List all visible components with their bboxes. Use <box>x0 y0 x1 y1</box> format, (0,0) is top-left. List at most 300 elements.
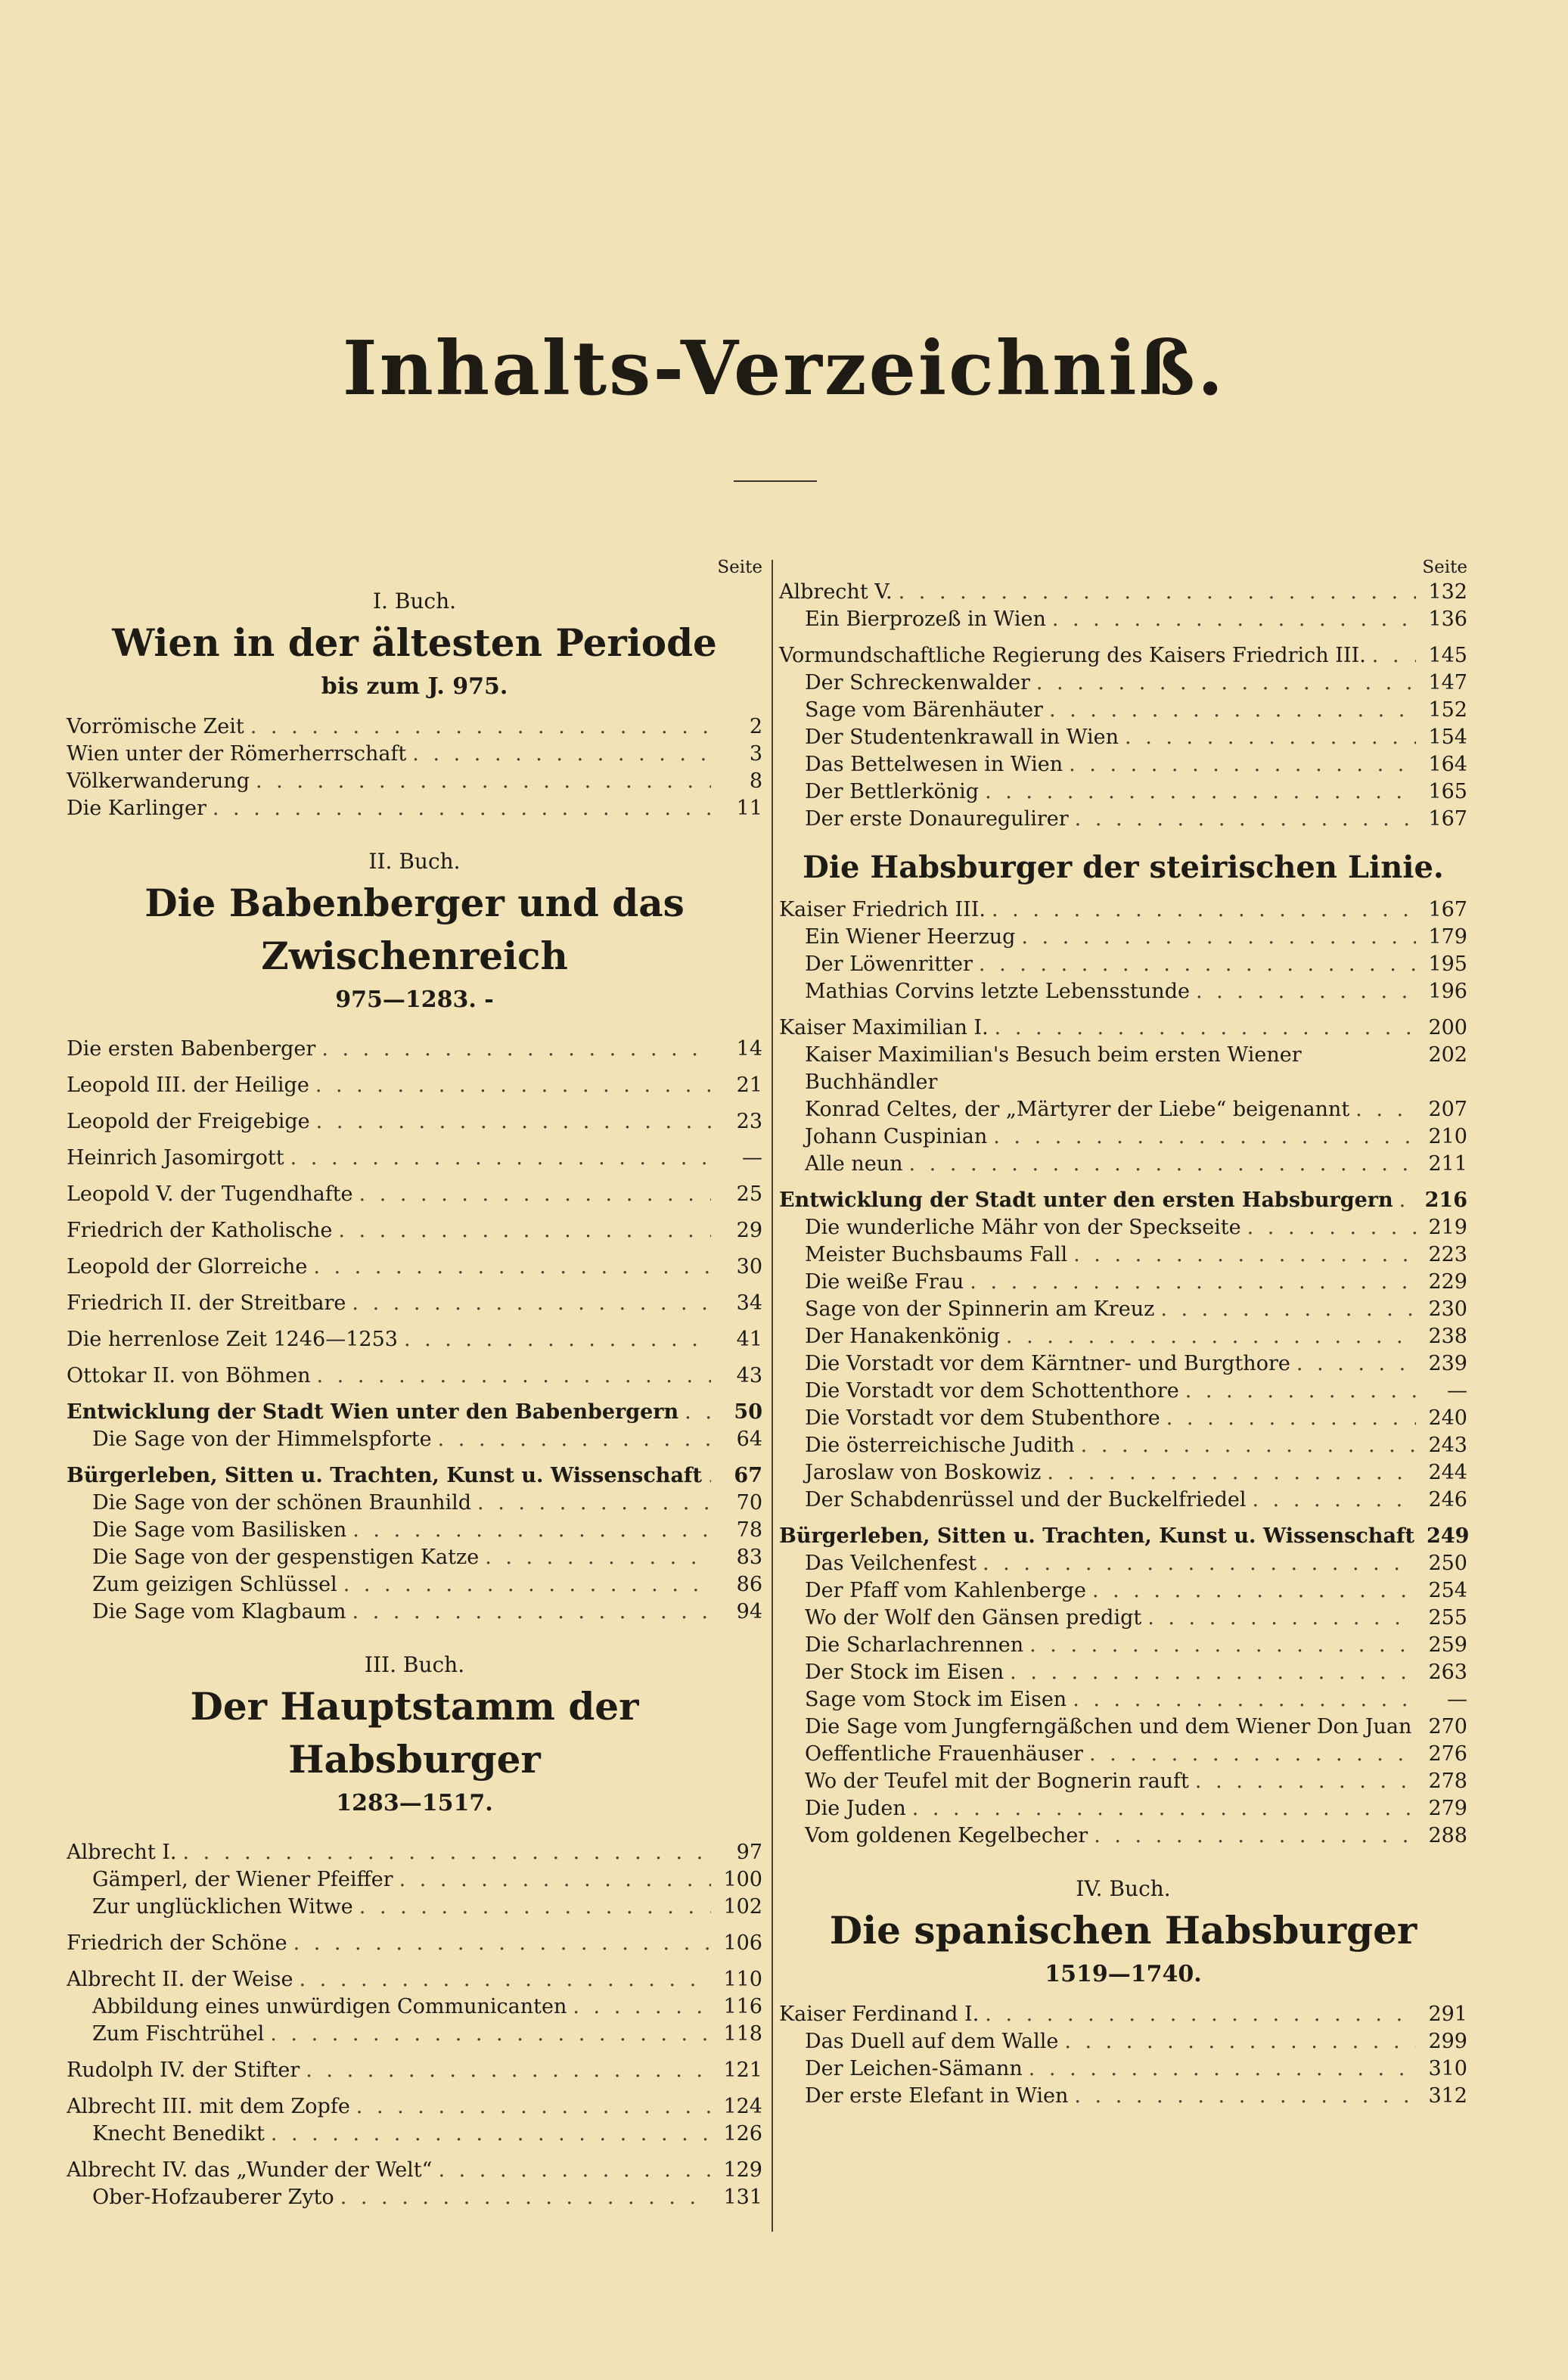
entry-label: Ein Bierprozeß in Wien <box>805 607 1046 631</box>
dot-leader <box>1372 642 1416 670</box>
toc-entry <box>67 1866 762 1894</box>
entry-label: Kaiser Ferdinand I. <box>779 2002 980 2026</box>
entry-page: 216 <box>1424 1188 1467 1212</box>
entry-label: Die weiße Frau <box>805 1270 964 1294</box>
book-number: II. Buch. <box>368 849 461 874</box>
dot-leader <box>1147 1605 1416 1632</box>
entry-label: Friedrich II. der Streitbare <box>67 1291 346 1315</box>
toc-entry <box>779 1323 1467 1350</box>
entry-page: 147 <box>1428 671 1467 694</box>
entry-label: Alle neun <box>805 1152 903 1176</box>
toc-entry <box>67 1362 762 1390</box>
toc-entry <box>67 2184 762 2211</box>
entry-label: Jaroslaw von Boskowiz <box>805 1461 1042 1484</box>
entry-gap <box>67 1957 762 1966</box>
entry-label: Vormundschaftliche Regierung des Kaisers Friedrich III. <box>779 644 1366 667</box>
toc-entry <box>779 2055 1467 2083</box>
entry-gap <box>67 2148 762 2157</box>
entry-page: 106 <box>723 1931 762 1955</box>
entry-page: 244 <box>1428 1461 1467 1484</box>
entry-label: Der Schreckenwalder <box>805 671 1030 694</box>
toc-entry <box>779 1214 1467 1241</box>
toc-entry <box>67 1181 762 1208</box>
dot-leader <box>316 1108 711 1136</box>
toc-entry <box>67 1993 762 2021</box>
entry-page: 131 <box>723 2186 762 2209</box>
toc-entry <box>779 642 1467 670</box>
toc-entry <box>779 697 1467 724</box>
dot-leader <box>293 1930 711 1957</box>
entry-page: 116 <box>723 1995 762 2018</box>
dot-leader <box>1089 1741 1416 1768</box>
entry-page: 78 <box>736 1518 762 1542</box>
entry-page: 50 <box>734 1400 762 1424</box>
toc-entry <box>67 2093 762 2121</box>
entry-label: Die Sage von der Himmelspforte <box>92 1428 432 1451</box>
book-period: 1519—1740. <box>1045 1961 1202 1987</box>
entry-gap <box>67 1027 762 1036</box>
toc-entry <box>779 2028 1467 2055</box>
dot-leader <box>1125 724 1416 751</box>
entry-label: Kaiser Maximilian I. <box>779 1016 989 1039</box>
toc-entry <box>779 1296 1467 1323</box>
dot-leader <box>359 1894 711 1921</box>
dot-leader <box>992 896 1416 924</box>
seite-label: Seite <box>717 558 762 577</box>
entry-page: 126 <box>723 2122 762 2145</box>
book-number: I. Buch. <box>372 589 457 614</box>
dot-leader <box>290 1145 711 1172</box>
dot-leader <box>213 795 711 822</box>
entry-page: 291 <box>1428 2002 1467 2026</box>
entry-page: 254 <box>1428 1579 1467 1602</box>
dot-leader <box>1075 806 1416 833</box>
dot-leader <box>316 1362 711 1390</box>
toc-entry <box>67 2157 762 2184</box>
entry-label: Mathias Corvins letzte Lebensstunde <box>805 980 1190 1003</box>
entry-label: Sage vom Bärenhäuter <box>805 698 1043 722</box>
entry-label: Der Stock im Eisen <box>805 1661 1004 1684</box>
entry-gap <box>67 1099 762 1108</box>
entry-page: 2 <box>749 715 762 738</box>
entry-page: 86 <box>736 1573 762 1596</box>
entry-page: 211 <box>1428 1152 1467 1176</box>
entry-label: Wien unter der Römerherrschaft <box>67 742 407 766</box>
toc-entry <box>67 1145 762 1172</box>
toc-entry <box>779 2083 1467 2110</box>
toc-entry <box>779 1605 1467 1632</box>
toc-entry <box>779 924 1467 951</box>
entry-page: 249 <box>1427 1524 1470 1548</box>
dot-leader <box>1069 751 1416 778</box>
dot-leader <box>438 1426 711 1453</box>
entry-label: Die Sage vom Klagbaum <box>92 1600 346 1623</box>
toc-entry <box>779 1795 1467 1822</box>
dot-leader <box>573 1993 711 2021</box>
entry-page: 276 <box>1428 1742 1467 1766</box>
entry-label: Albrecht V. <box>779 580 893 604</box>
dot-leader <box>1196 978 1416 1005</box>
entry-page: 43 <box>736 1364 762 1387</box>
entry-page: 152 <box>1428 698 1467 722</box>
entry-label: Albrecht II. der Weise <box>67 1968 293 1991</box>
entry-label: Die ersten Babenberger <box>67 1037 316 1061</box>
toc-entry <box>67 1036 762 1063</box>
section-entry <box>67 1399 762 1426</box>
toc-entry <box>67 713 762 741</box>
entry-page: 164 <box>1428 753 1467 776</box>
dot-leader <box>985 2001 1416 2028</box>
entry-label: Abbildung eines unwürdigen Communicanten <box>92 1995 567 2018</box>
dot-leader <box>995 1014 1416 1042</box>
toc-entry <box>779 1432 1467 1459</box>
dot-leader <box>352 1599 711 1626</box>
entry-page: 145 <box>1428 644 1467 667</box>
entry-page: 83 <box>736 1546 762 1569</box>
entry-page: 229 <box>1428 1270 1467 1294</box>
column-divider <box>772 560 773 2232</box>
toc-entry <box>67 1326 762 1353</box>
entry-page: 288 <box>1428 1824 1467 1847</box>
toc-entry <box>67 1894 762 1921</box>
book-number: III. Buch. <box>364 1652 465 1677</box>
left-column <box>67 556 762 2211</box>
dot-leader <box>271 2121 711 2148</box>
dot-leader <box>1166 1405 1416 1432</box>
entry-label: Entwicklung der Stadt unter den ersten Habsburgern <box>779 1188 1393 1212</box>
entry-label: Der erste Donauregulirer <box>805 807 1069 831</box>
book-number: IV. Buch. <box>1076 1876 1171 1901</box>
book-period: 1283—1517. <box>336 1790 493 1816</box>
entry-page: 41 <box>736 1328 762 1351</box>
toc-entry <box>67 2057 762 2084</box>
toc-entry <box>67 1254 762 1281</box>
entry-label: Kaiser Maximilian's Besuch beim ersten Wiener Buchhändler <box>805 1043 1302 1094</box>
dot-leader <box>343 1571 711 1599</box>
right-column <box>779 556 1470 2110</box>
entry-page: — <box>1447 1379 1467 1403</box>
toc-entry <box>779 1822 1467 1850</box>
entry-gap <box>67 1921 762 1930</box>
entry-page: 279 <box>1428 1797 1467 1820</box>
toc-entry <box>779 1042 1467 1096</box>
entry-label: Konrad Celtes, der „Märtyrer der Liebe“ beigenannt <box>805 1098 1350 1121</box>
dot-leader <box>1296 1350 1416 1378</box>
toc-entry <box>779 1241 1467 1269</box>
entry-page: 195 <box>1428 952 1467 976</box>
book-gap <box>67 822 762 839</box>
section-entry <box>779 1187 1467 1214</box>
entry-label: Der Löwenritter <box>805 952 973 976</box>
toc-entry <box>779 1378 1467 1405</box>
entry-label: Der erste Elefant in Wien <box>805 2084 1069 2108</box>
toc-entry <box>779 1487 1467 1514</box>
entry-page: 29 <box>736 1219 762 1242</box>
entry-page: 94 <box>736 1600 762 1623</box>
entry-label: Albrecht III. mit dem Zopfe <box>67 2095 350 2118</box>
entry-page: 270 <box>1428 1715 1467 1738</box>
entry-page: 196 <box>1428 980 1467 1003</box>
section-heading: Die Habsburger der steirischen Linie. <box>803 850 1444 885</box>
toc-entry <box>779 606 1467 633</box>
entry-gap <box>67 1830 762 1839</box>
toc-entry <box>779 1768 1467 1795</box>
entry-gap <box>67 2048 762 2057</box>
entry-page: 121 <box>723 2058 762 2082</box>
entry-page: 129 <box>723 2158 762 2182</box>
dot-leader <box>485 1544 711 1571</box>
entry-page: — <box>1447 1688 1467 1711</box>
entry-label: Die Vorstadt vor dem Kärntner- und Burgthore <box>805 1352 1290 1375</box>
entry-page: 200 <box>1428 1016 1467 1039</box>
entry-label: Vom goldenen Kegelbecher <box>805 1824 1088 1847</box>
toc-entry <box>67 2021 762 2048</box>
toc-entry <box>779 1550 1467 1577</box>
entry-label: Ober-Hofzauberer Zyto <box>92 2186 334 2209</box>
entry-page: 118 <box>723 2022 762 2046</box>
entry-label: Johann Cuspinian <box>805 1125 988 1148</box>
entry-label: Knecht Benedikt <box>92 2122 265 2145</box>
entry-label: Der Studentenkrawall in Wien <box>805 725 1119 749</box>
entry-label: Sage von der Spinnerin am Kreuz <box>805 1297 1155 1321</box>
entry-gap <box>67 1317 762 1326</box>
toc-entry <box>779 1459 1467 1487</box>
dot-leader <box>356 2093 711 2121</box>
entry-label: Die Scharlachrennen <box>805 1633 1024 1657</box>
section-entry <box>67 1462 762 1490</box>
toc-entry <box>779 670 1467 697</box>
toc-entry <box>779 1014 1467 1042</box>
dot-leader <box>908 1151 1416 1178</box>
entry-label: Bürgerleben, Sitten u. Trachten, Kunst u. Wissenschaft <box>67 1464 703 1487</box>
dot-leader <box>1399 1187 1416 1214</box>
entry-page: 97 <box>736 1841 762 1864</box>
book-gap <box>779 1850 1467 1866</box>
entry-page: 255 <box>1428 1606 1467 1630</box>
toc-entry <box>779 751 1467 778</box>
dot-leader <box>985 778 1416 806</box>
entry-label: Das Bettelwesen in Wien <box>805 753 1063 776</box>
toc-entry <box>67 795 762 822</box>
entry-page: 278 <box>1428 1769 1467 1793</box>
dot-leader <box>1355 1096 1416 1123</box>
entry-page: 223 <box>1428 1243 1467 1266</box>
entry-page: 246 <box>1428 1488 1467 1512</box>
toc-entry <box>779 978 1467 1005</box>
entry-gap <box>67 1353 762 1362</box>
dot-leader <box>477 1490 711 1517</box>
entry-label: Oeffentliche Frauenhäuser <box>805 1742 1083 1766</box>
entry-page: 299 <box>1428 2030 1467 2053</box>
entry-label: Die Sage von der gespenstigen Katze <box>92 1546 480 1569</box>
entry-page: 64 <box>736 1428 762 1451</box>
toc-entry <box>779 1096 1467 1123</box>
entry-page: 219 <box>1428 1216 1467 1239</box>
toc-entry <box>67 2121 762 2148</box>
dot-leader <box>1185 1378 1416 1405</box>
dot-leader <box>1029 2055 1416 2083</box>
dot-leader <box>1010 1659 1416 1686</box>
entry-gap <box>67 1172 762 1181</box>
toc-entry <box>779 724 1467 751</box>
entry-label: Wo der Wolf den Gänsen predigt <box>805 1606 1142 1630</box>
entry-page: 14 <box>736 1037 762 1061</box>
entry-page: 23 <box>736 1110 762 1133</box>
entry-label: Die Sage von der schönen Braunhild <box>92 1491 472 1515</box>
toc-entry <box>779 579 1467 606</box>
book-gap <box>67 1626 762 1642</box>
entry-label: Wo der Teufel mit der Bognerin rauft <box>805 1769 1189 1793</box>
entry-page: 165 <box>1428 780 1467 803</box>
entry-gap <box>67 1390 762 1399</box>
dot-leader <box>1092 1577 1416 1605</box>
entry-label: Die herrenlose Zeit 1246—1253 <box>67 1328 398 1351</box>
entry-gap <box>67 2084 762 2093</box>
toc-entry <box>67 741 762 768</box>
entry-label: Zur unglücklichen Witwe <box>92 1895 353 1919</box>
dot-leader <box>412 741 711 768</box>
dot-leader <box>1021 924 1416 951</box>
entry-label: Die österreichische Judith <box>805 1434 1075 1457</box>
toc-entry <box>67 1930 762 1957</box>
section-entry <box>779 1523 1470 1550</box>
dot-leader <box>899 579 1416 606</box>
dot-leader <box>1081 1432 1416 1459</box>
toc-entry <box>779 1577 1467 1605</box>
book-title: Der Hauptstamm der Habsburger <box>190 1684 639 1782</box>
entry-page: 179 <box>1428 925 1467 949</box>
entry-page: 124 <box>723 2095 762 2118</box>
entry-gap <box>779 1514 1467 1523</box>
entry-page: 21 <box>736 1073 762 1097</box>
entry-page: 110 <box>723 1968 762 1991</box>
dot-leader <box>404 1326 711 1353</box>
entry-label: Ein Wiener Heerzug <box>805 925 1016 949</box>
entry-page: 25 <box>736 1182 762 1206</box>
entry-page: 263 <box>1428 1661 1467 1684</box>
entry-page: 70 <box>736 1491 762 1515</box>
dot-leader <box>993 1123 1416 1151</box>
entry-label: Zum geizigen Schlüssel <box>92 1573 337 1596</box>
entry-label: Leopold der Glorreiche <box>67 1255 308 1279</box>
toc-entry <box>67 1966 762 1993</box>
entry-page: 239 <box>1428 1352 1467 1375</box>
dot-leader <box>1073 1241 1416 1269</box>
entry-label: Rudolph IV. der Stifter <box>67 2058 300 2082</box>
dot-leader <box>1094 1822 1416 1850</box>
entry-label: Der Hanakenkönig <box>805 1325 1000 1348</box>
entry-label: Leopold der Freigebige <box>67 1110 310 1133</box>
toc-entry <box>67 1217 762 1244</box>
dot-leader <box>983 1550 1416 1577</box>
toc-entry <box>779 1350 1467 1378</box>
entry-page: 250 <box>1428 1552 1467 1575</box>
entry-gap <box>779 633 1467 642</box>
entry-gap <box>67 1281 762 1290</box>
toc-entry <box>67 1839 762 1866</box>
dot-leader <box>256 768 711 795</box>
dot-leader <box>970 1269 1416 1296</box>
toc-entry <box>779 1151 1467 1178</box>
toc-entry <box>779 1714 1467 1741</box>
entry-label: Vorrömische Zeit <box>67 715 244 738</box>
entry-label: Friedrich der Schöne <box>67 1931 287 1955</box>
entry-page: 11 <box>736 797 762 820</box>
dot-leader <box>300 1966 712 1993</box>
entry-label: Meister Buchsbaums Fall <box>805 1243 1068 1266</box>
entry-page: 67 <box>734 1464 762 1487</box>
book-period: 975—1283. - <box>335 986 494 1013</box>
dot-leader <box>250 713 711 741</box>
entry-label: Die Juden <box>805 1797 906 1820</box>
entry-page: 102 <box>723 1895 762 1919</box>
toc-entry <box>67 768 762 795</box>
entry-label: Albrecht IV. das „Wunder der Welt“ <box>67 2158 433 2182</box>
entry-label: Das Duell auf dem Walle <box>805 2030 1059 2053</box>
toc-entry <box>779 1632 1467 1659</box>
entry-label: Der Leichen-Sämann <box>805 2057 1023 2080</box>
entry-label: Das Veilchenfest <box>805 1552 977 1575</box>
entry-page: 312 <box>1428 2084 1467 2108</box>
entry-page: 8 <box>749 769 762 793</box>
entry-label: Ottokar II. von Böhmen <box>67 1364 311 1387</box>
dot-leader <box>912 1795 1416 1822</box>
dot-leader <box>313 1254 711 1281</box>
entry-label: Völkerwanderung <box>67 769 250 793</box>
dot-leader <box>340 2184 711 2211</box>
dot-leader <box>685 1399 711 1426</box>
dot-leader <box>1052 606 1416 633</box>
entry-label: Zum Fischtrühel <box>92 2022 265 2046</box>
entry-page: 3 <box>749 742 762 766</box>
entry-gap <box>67 1244 762 1254</box>
dot-leader <box>438 2157 711 2184</box>
book-title: Die spanischen Habsburger <box>829 1908 1417 1953</box>
entry-page: 167 <box>1428 898 1467 921</box>
dot-leader <box>1029 1632 1416 1659</box>
dot-leader <box>315 1072 711 1099</box>
entry-gap <box>779 1178 1467 1187</box>
toc-entry <box>779 1659 1467 1686</box>
toc-entry <box>67 1599 762 1626</box>
entry-page: 230 <box>1428 1297 1467 1321</box>
dot-leader <box>1036 670 1416 697</box>
entry-label: Die Sage vom Jungferngäßchen und dem Wiener Don Juan <box>805 1715 1412 1738</box>
dot-leader <box>1073 1686 1416 1714</box>
entry-label: Die Vorstadt vor dem Stubenthore <box>805 1406 1160 1430</box>
entry-gap <box>67 1208 762 1217</box>
toc-entry <box>779 1741 1467 1768</box>
dot-leader <box>708 1462 711 1490</box>
entry-label: Die Karlinger <box>67 797 206 820</box>
dot-leader <box>1047 1459 1416 1487</box>
entry-label: Kaiser Friedrich III. <box>779 898 986 921</box>
toc-entry <box>779 896 1467 924</box>
entry-label: Leopold III. der Heilige <box>67 1073 309 1097</box>
entry-page: 243 <box>1428 1434 1467 1457</box>
book-title: Wien in der ältesten Periode <box>112 620 717 665</box>
entry-page: 132 <box>1428 580 1467 604</box>
entry-page: 34 <box>736 1291 762 1315</box>
entry-label: Bürgerleben, Sitten u. Trachten, Kunst u. Wissenschaft <box>779 1524 1415 1548</box>
dot-leader <box>352 1290 711 1317</box>
entry-page: 136 <box>1428 607 1467 631</box>
dot-leader <box>321 1036 711 1063</box>
toc-entry <box>779 2001 1467 2028</box>
entry-page: 207 <box>1428 1098 1467 1121</box>
toc-entry <box>779 1269 1467 1296</box>
entry-page: 167 <box>1428 807 1467 831</box>
